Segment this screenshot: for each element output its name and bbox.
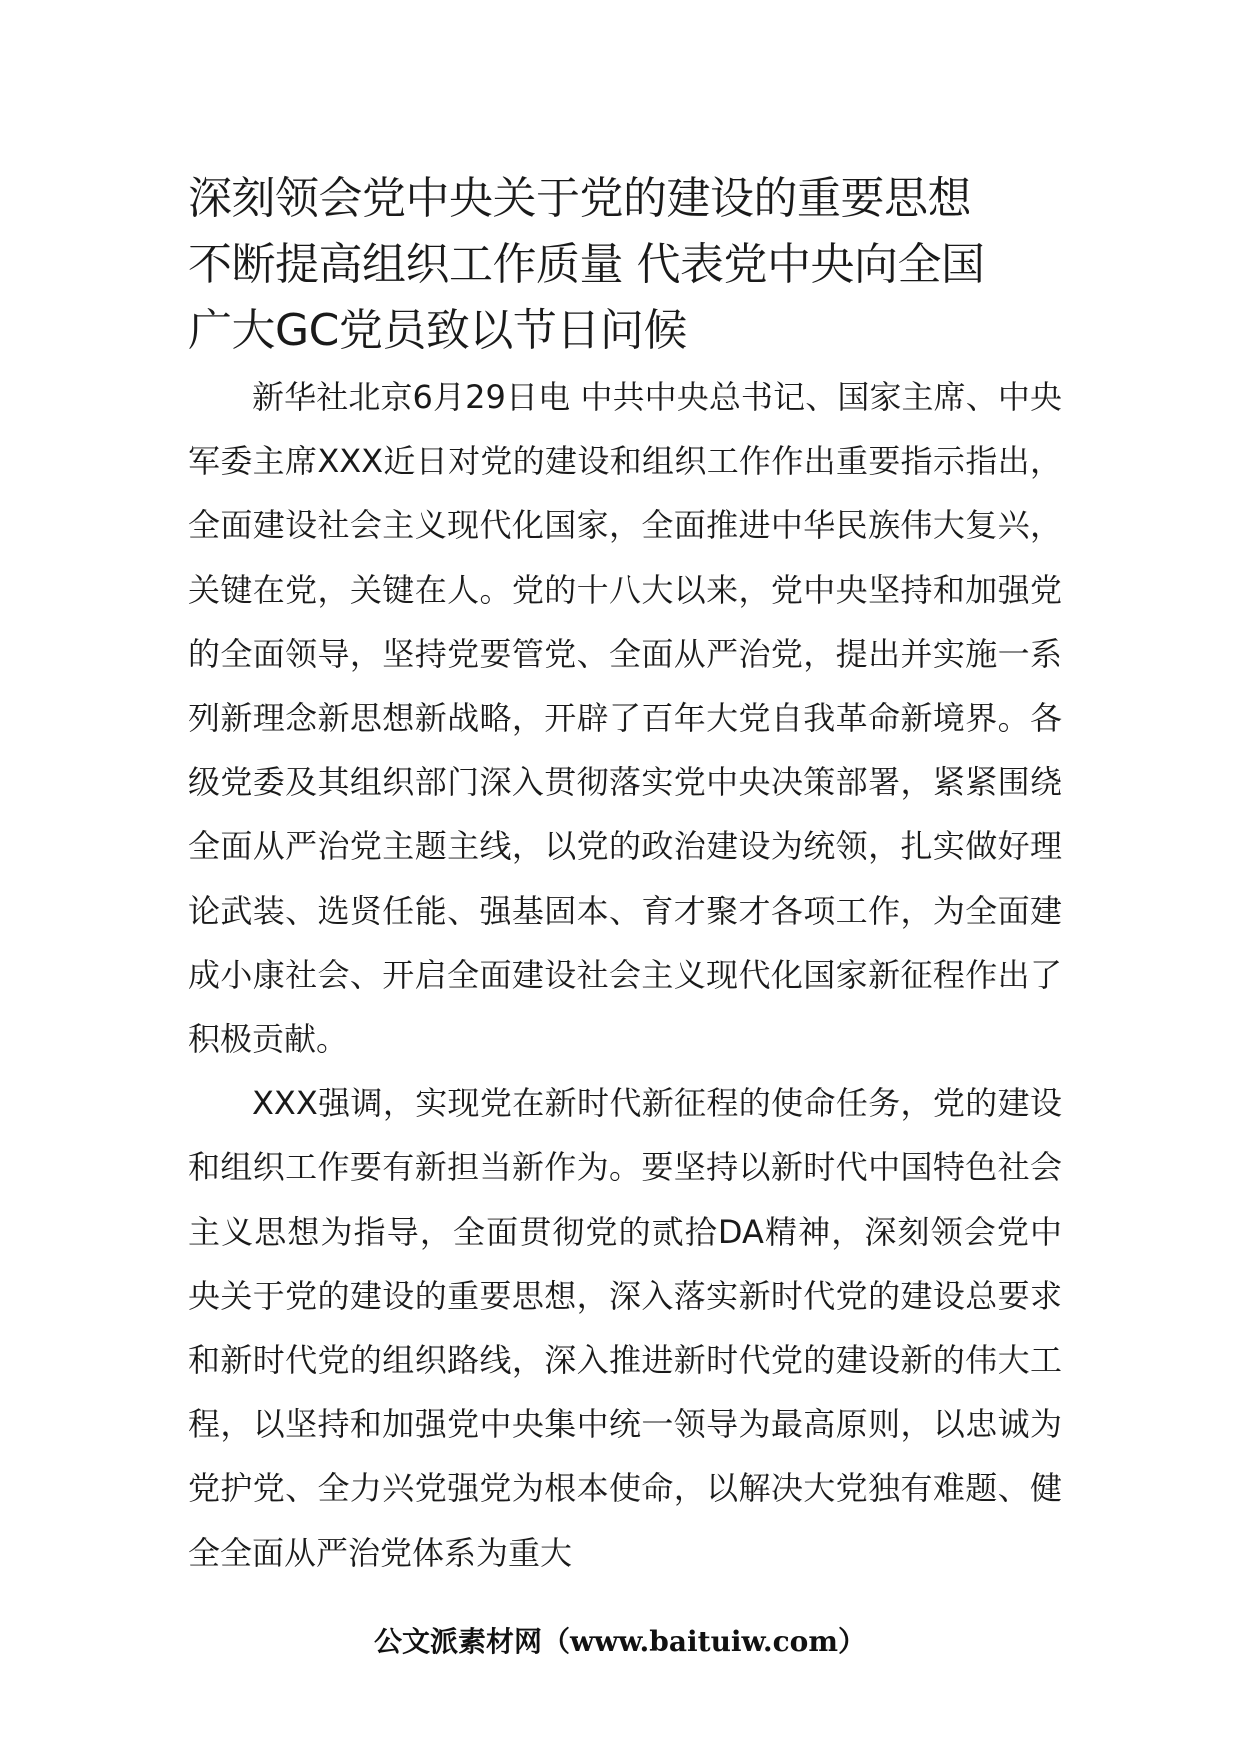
title-line-3: 广大GC党员致以节日问候 bbox=[188, 305, 687, 356]
title-line-1: 深刻领会党中央关于党的建设的重要思想 bbox=[188, 173, 971, 224]
footer-watermark: 公文派素材网（www.baituiw.com） bbox=[374, 1625, 866, 1658]
article-body bbox=[188, 365, 1062, 1585]
article-title bbox=[188, 166, 1068, 364]
title-line-2: 不断提高组织工作质量 代表党中央向全国 bbox=[188, 239, 985, 290]
paragraph-1: 新华社北京6月29日电 中共中央总书记、国家主席、中央军委主席XXX近日对党的建设和组织工作作出重要指示指出，全面建设社会主义现代化国家，全面推进中华民族伟大复兴，关键在党，关键在人。党的十八大以来，党中央坚持和加强党的全面领导，坚持党要管党、全面从严治党，提出并实施一系列新理念新思想新战略，开辟了百年大党自我革命新境界。各级党委及其组织部门深入贯彻落实党中央决策部署，紧紧围绕全面从严治党主题主线，以党的政治建设为统领，扎实做好理论武装、选贤任能、强基固本、育才聚才各项工作，为全面建成小康社会、开启全面建设社会主义现代化国家新征程作出了积极贡献。 bbox=[188, 378, 1062, 1059]
paragraph-2: XXX强调，实现党在新时代新征程的使命任务，党的建设和组织工作要有新担当新作为。要坚持以新时代中国特色社会主义思想为指导，全面贯彻党的贰拾DA精神，深刻领会党中央关于党的建设的重要思想，深入落实新时代党的建设总要求和新时代党的组织路线，深入推进新时代党的建设新的伟大工程，以坚持和加强党中央集中统一领导为最高原则，以忠诚为党护党、全力兴党强党为根本使命，以解决大党独有难题、健全全面从严治党体系为重大 bbox=[188, 1084, 1062, 1572]
